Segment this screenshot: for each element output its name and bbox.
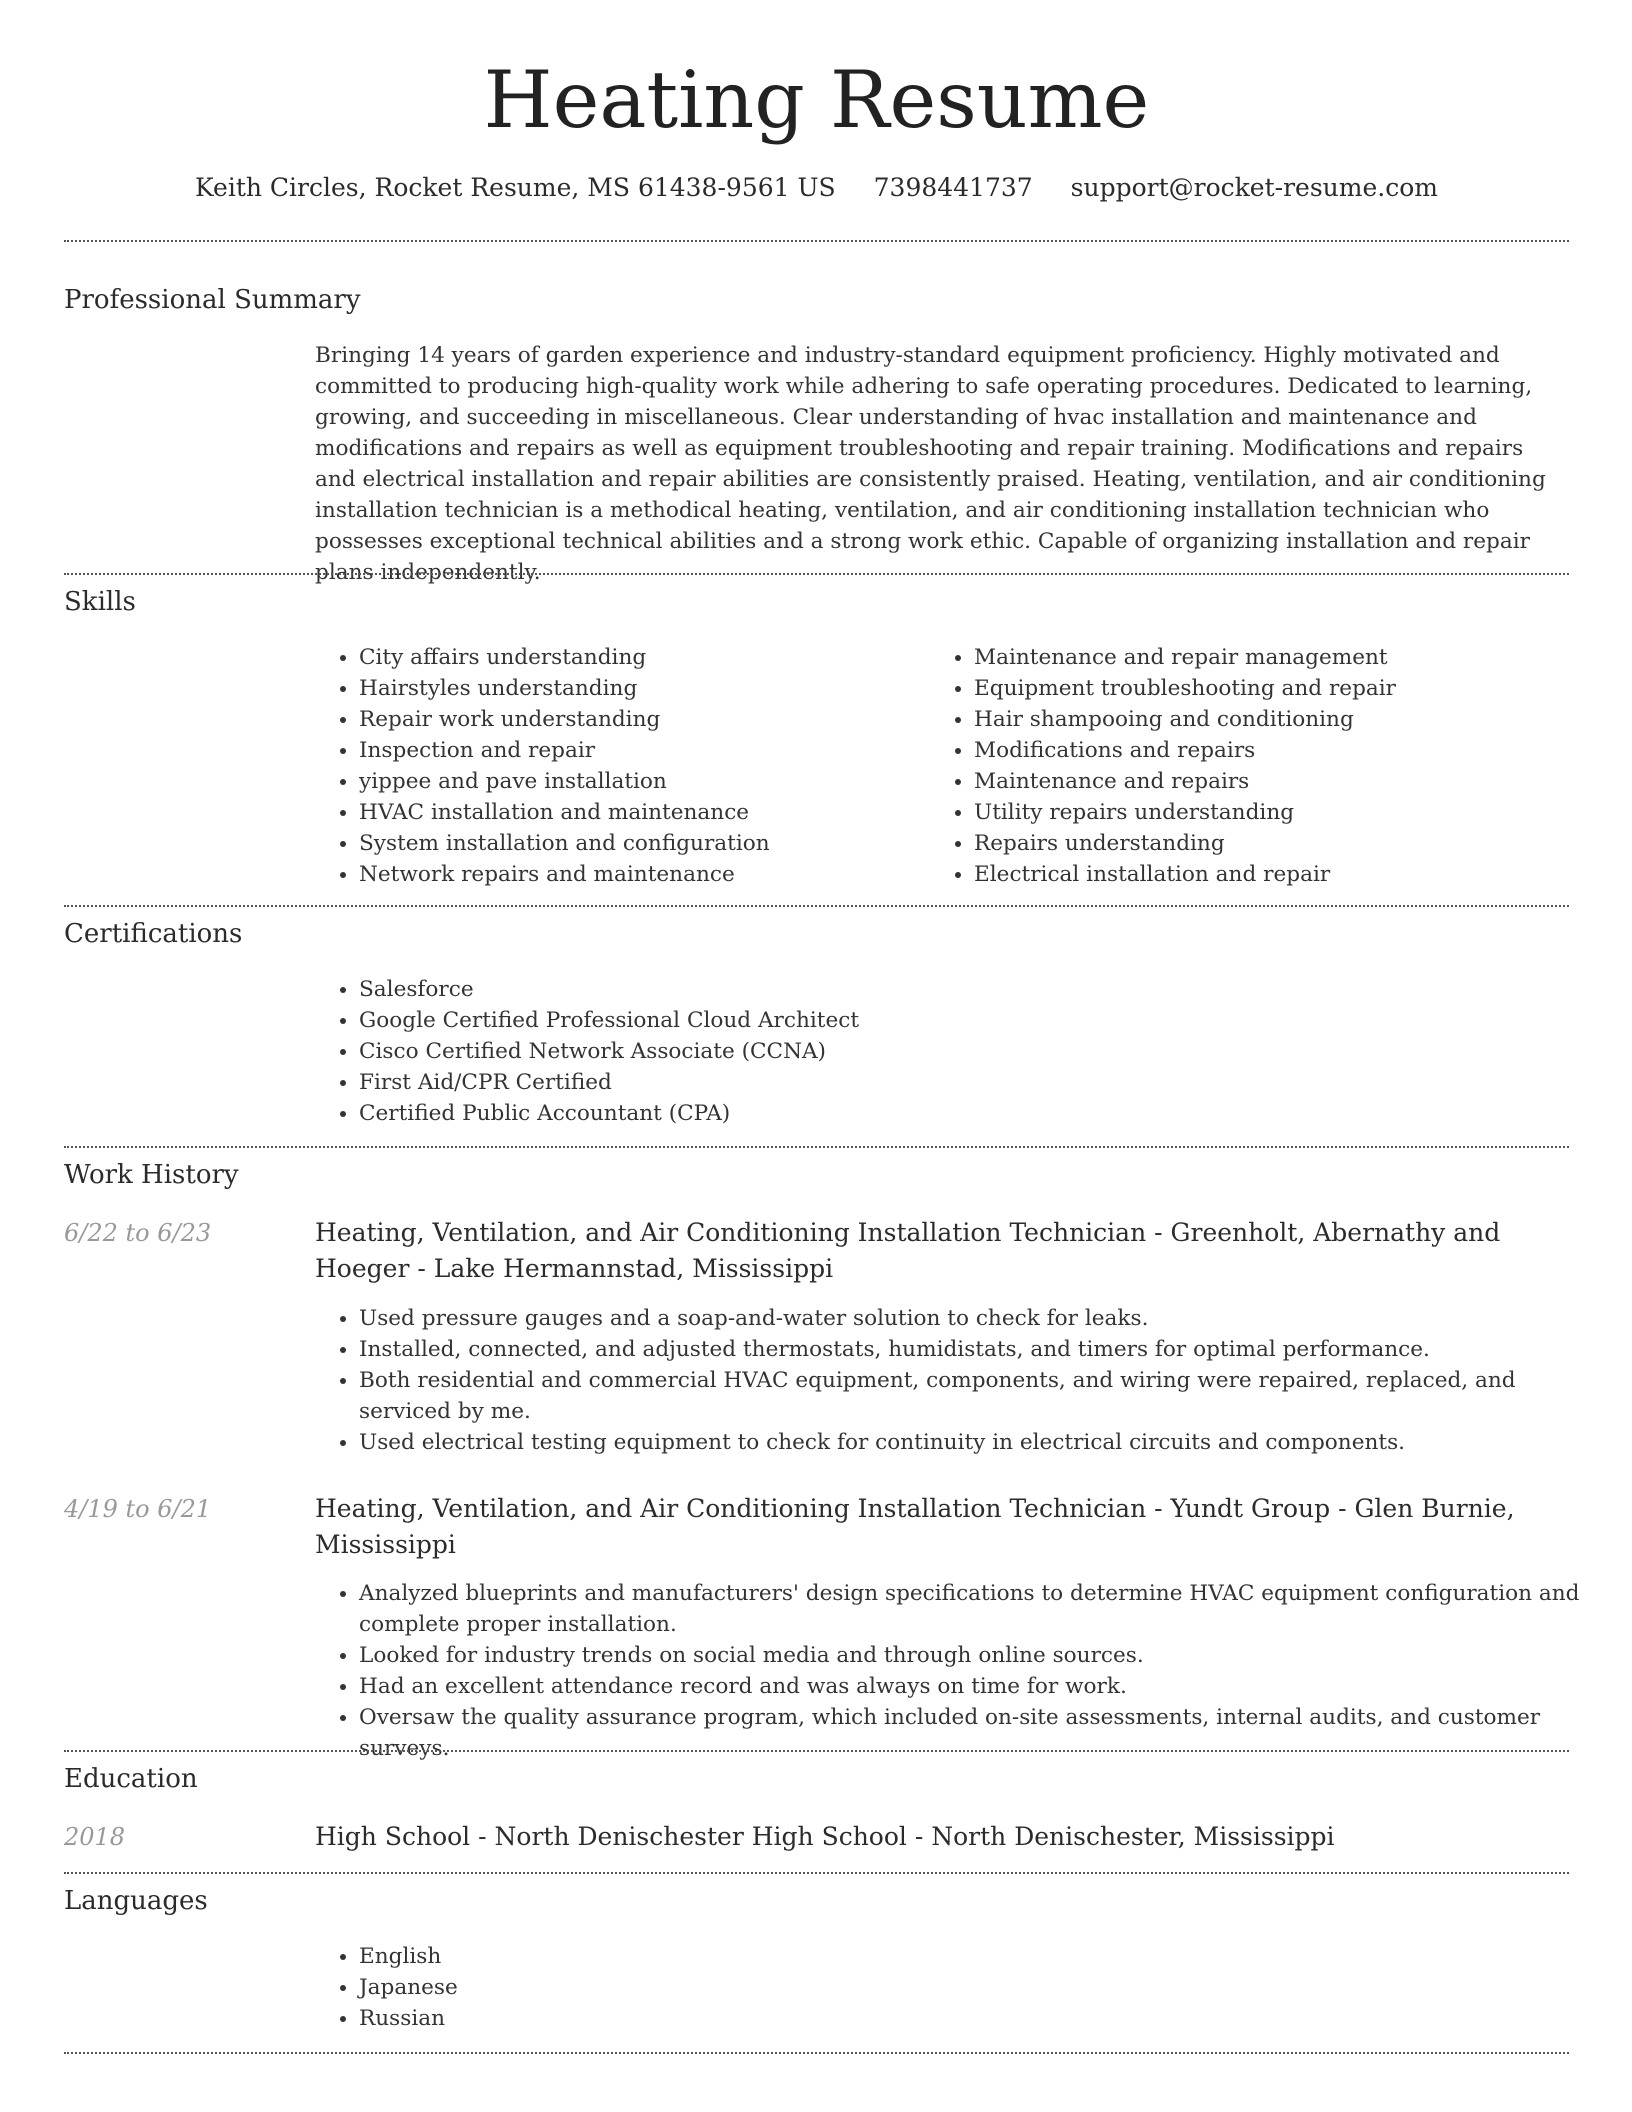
list-item: • Used pressure gauges and a soap-and-water solution to check for leaks. — [359, 1303, 1613, 1334]
list-item: • Google Certified Professional Cloud Architect — [359, 1005, 1559, 1036]
divider — [64, 1750, 1569, 1752]
job-bullets — [315, 1303, 1613, 1458]
job-dates: 4/19 to 6/21 — [64, 1495, 212, 1523]
skills-list-right — [930, 642, 1594, 890]
list-item: • Certified Public Accountant (CPA) — [359, 1098, 1559, 1129]
list-item: • Maintenance and repairs — [974, 766, 1594, 797]
list-item: • Japanese — [359, 1972, 959, 2003]
list-item: • Repairs understanding — [974, 828, 1594, 859]
list-item: • Both residential and commercial HVAC equipment, components, and wiring were repaired, replaced, and serviced by me. — [359, 1365, 1613, 1427]
list-item: • English — [359, 1941, 959, 1972]
skills-heading: Skills — [64, 587, 136, 617]
list-item: • Used electrical testing equipment to check for continuity in electrical circuits and components. — [359, 1427, 1613, 1458]
divider — [64, 240, 1569, 242]
divider — [64, 905, 1569, 907]
list-item: • Cisco Certified Network Associate (CCNA) — [359, 1036, 1559, 1067]
list-item: • Utility repairs understanding — [974, 797, 1594, 828]
job-dates: 6/22 to 6/23 — [64, 1219, 212, 1247]
job-title: Heating, Ventilation, and Air Conditioning Installation Technician - Yundt Group - Glen Burnie, Mississippi — [315, 1494, 1515, 1559]
education-entry: High School - North Denischester High School - North Denischester, Mississippi — [315, 1822, 1335, 1851]
list-item: • Hairstyles understanding — [359, 673, 929, 704]
job-bullets — [315, 1578, 1613, 1764]
list-item: • Salesforce — [359, 974, 1559, 1005]
summary-heading: Professional Summary — [64, 285, 361, 315]
list-item: • Inspection and repair — [359, 735, 929, 766]
list-item: • Russian — [359, 2003, 959, 2034]
contact-line — [64, 170, 1569, 206]
list-item: • HVAC installation and maintenance — [359, 797, 929, 828]
list-item: • Maintenance and repair management — [974, 642, 1594, 673]
languages-heading: Languages — [64, 1886, 208, 1916]
list-item: • System installation and configuration — [359, 828, 929, 859]
list-item: • Repair work understanding — [359, 704, 929, 735]
divider — [64, 1872, 1569, 1874]
list-item: • Analyzed blueprints and manufacturers' design specifications to determine HVAC equipment configuration and complete proper installation. — [359, 1578, 1613, 1640]
education-year: 2018 — [64, 1823, 126, 1851]
divider — [64, 2052, 1569, 2054]
list-item: • Installed, connected, and adjusted thermostats, humidistats, and timers for optimal performance. — [359, 1334, 1613, 1365]
resume-title: Heating Resume — [483, 54, 1150, 146]
list-item: • City affairs understanding — [359, 642, 929, 673]
list-item: • Modifications and repairs — [974, 735, 1594, 766]
list-item: • Oversaw the quality assurance program, which included on-site assessments, internal audits, and customer surveys. — [359, 1702, 1613, 1764]
list-item: • Equipment troubleshooting and repair — [974, 673, 1594, 704]
divider — [64, 1146, 1569, 1148]
list-item: • Network repairs and maintenance — [359, 859, 929, 890]
skills-list-left — [315, 642, 929, 890]
summary-text: Bringing 14 years of garden experience and industry-standard equipment proficiency. Highly motivated and committed to producing high-quality work while adhering to safe operating procedures. Dedicated to learning, growing, and succeeding in miscellaneous. Clear understanding of hvac installation and maintenance and modifications and repairs as well as equipment troubleshooting and repair training. Modifications and repairs and electrical installation and repair abilities are consistently praised. Heating, ventilation, and air conditioning installation technician is a methodical heating, ventilation, and air conditioning installation technician who possesses exceptional technical abilities and a strong work ethic. Capable of organizing installation and repair plans independently. — [315, 343, 1546, 585]
contact-address: Keith Circles, Rocket Resume, MS 61438-9561 US — [195, 173, 836, 202]
list-item: • Electrical installation and repair — [974, 859, 1594, 890]
contact-phone: 7398441737 — [873, 173, 1033, 202]
divider — [64, 573, 1569, 575]
certifications-list — [315, 974, 1559, 1129]
job-title: Heating, Ventilation, and Air Conditioning Installation Technician - Greenholt, Abernathy and Hoeger - Lake Hermannstad, Mississippi — [315, 1218, 1501, 1283]
certifications-heading: Certifications — [64, 919, 243, 949]
education-heading: Education — [64, 1764, 198, 1794]
contact-email: support@rocket-resume.com — [1070, 173, 1438, 202]
list-item: • Looked for industry trends on social media and through online sources. — [359, 1640, 1613, 1671]
list-item: • First Aid/CPR Certified — [359, 1067, 1559, 1098]
list-item: • yippee and pave installation — [359, 766, 929, 797]
work-heading: Work History — [64, 1160, 239, 1190]
languages-list — [315, 1941, 959, 2034]
list-item: • Had an excellent attendance record and was always on time for work. — [359, 1671, 1613, 1702]
list-item: • Hair shampooing and conditioning — [974, 704, 1594, 735]
